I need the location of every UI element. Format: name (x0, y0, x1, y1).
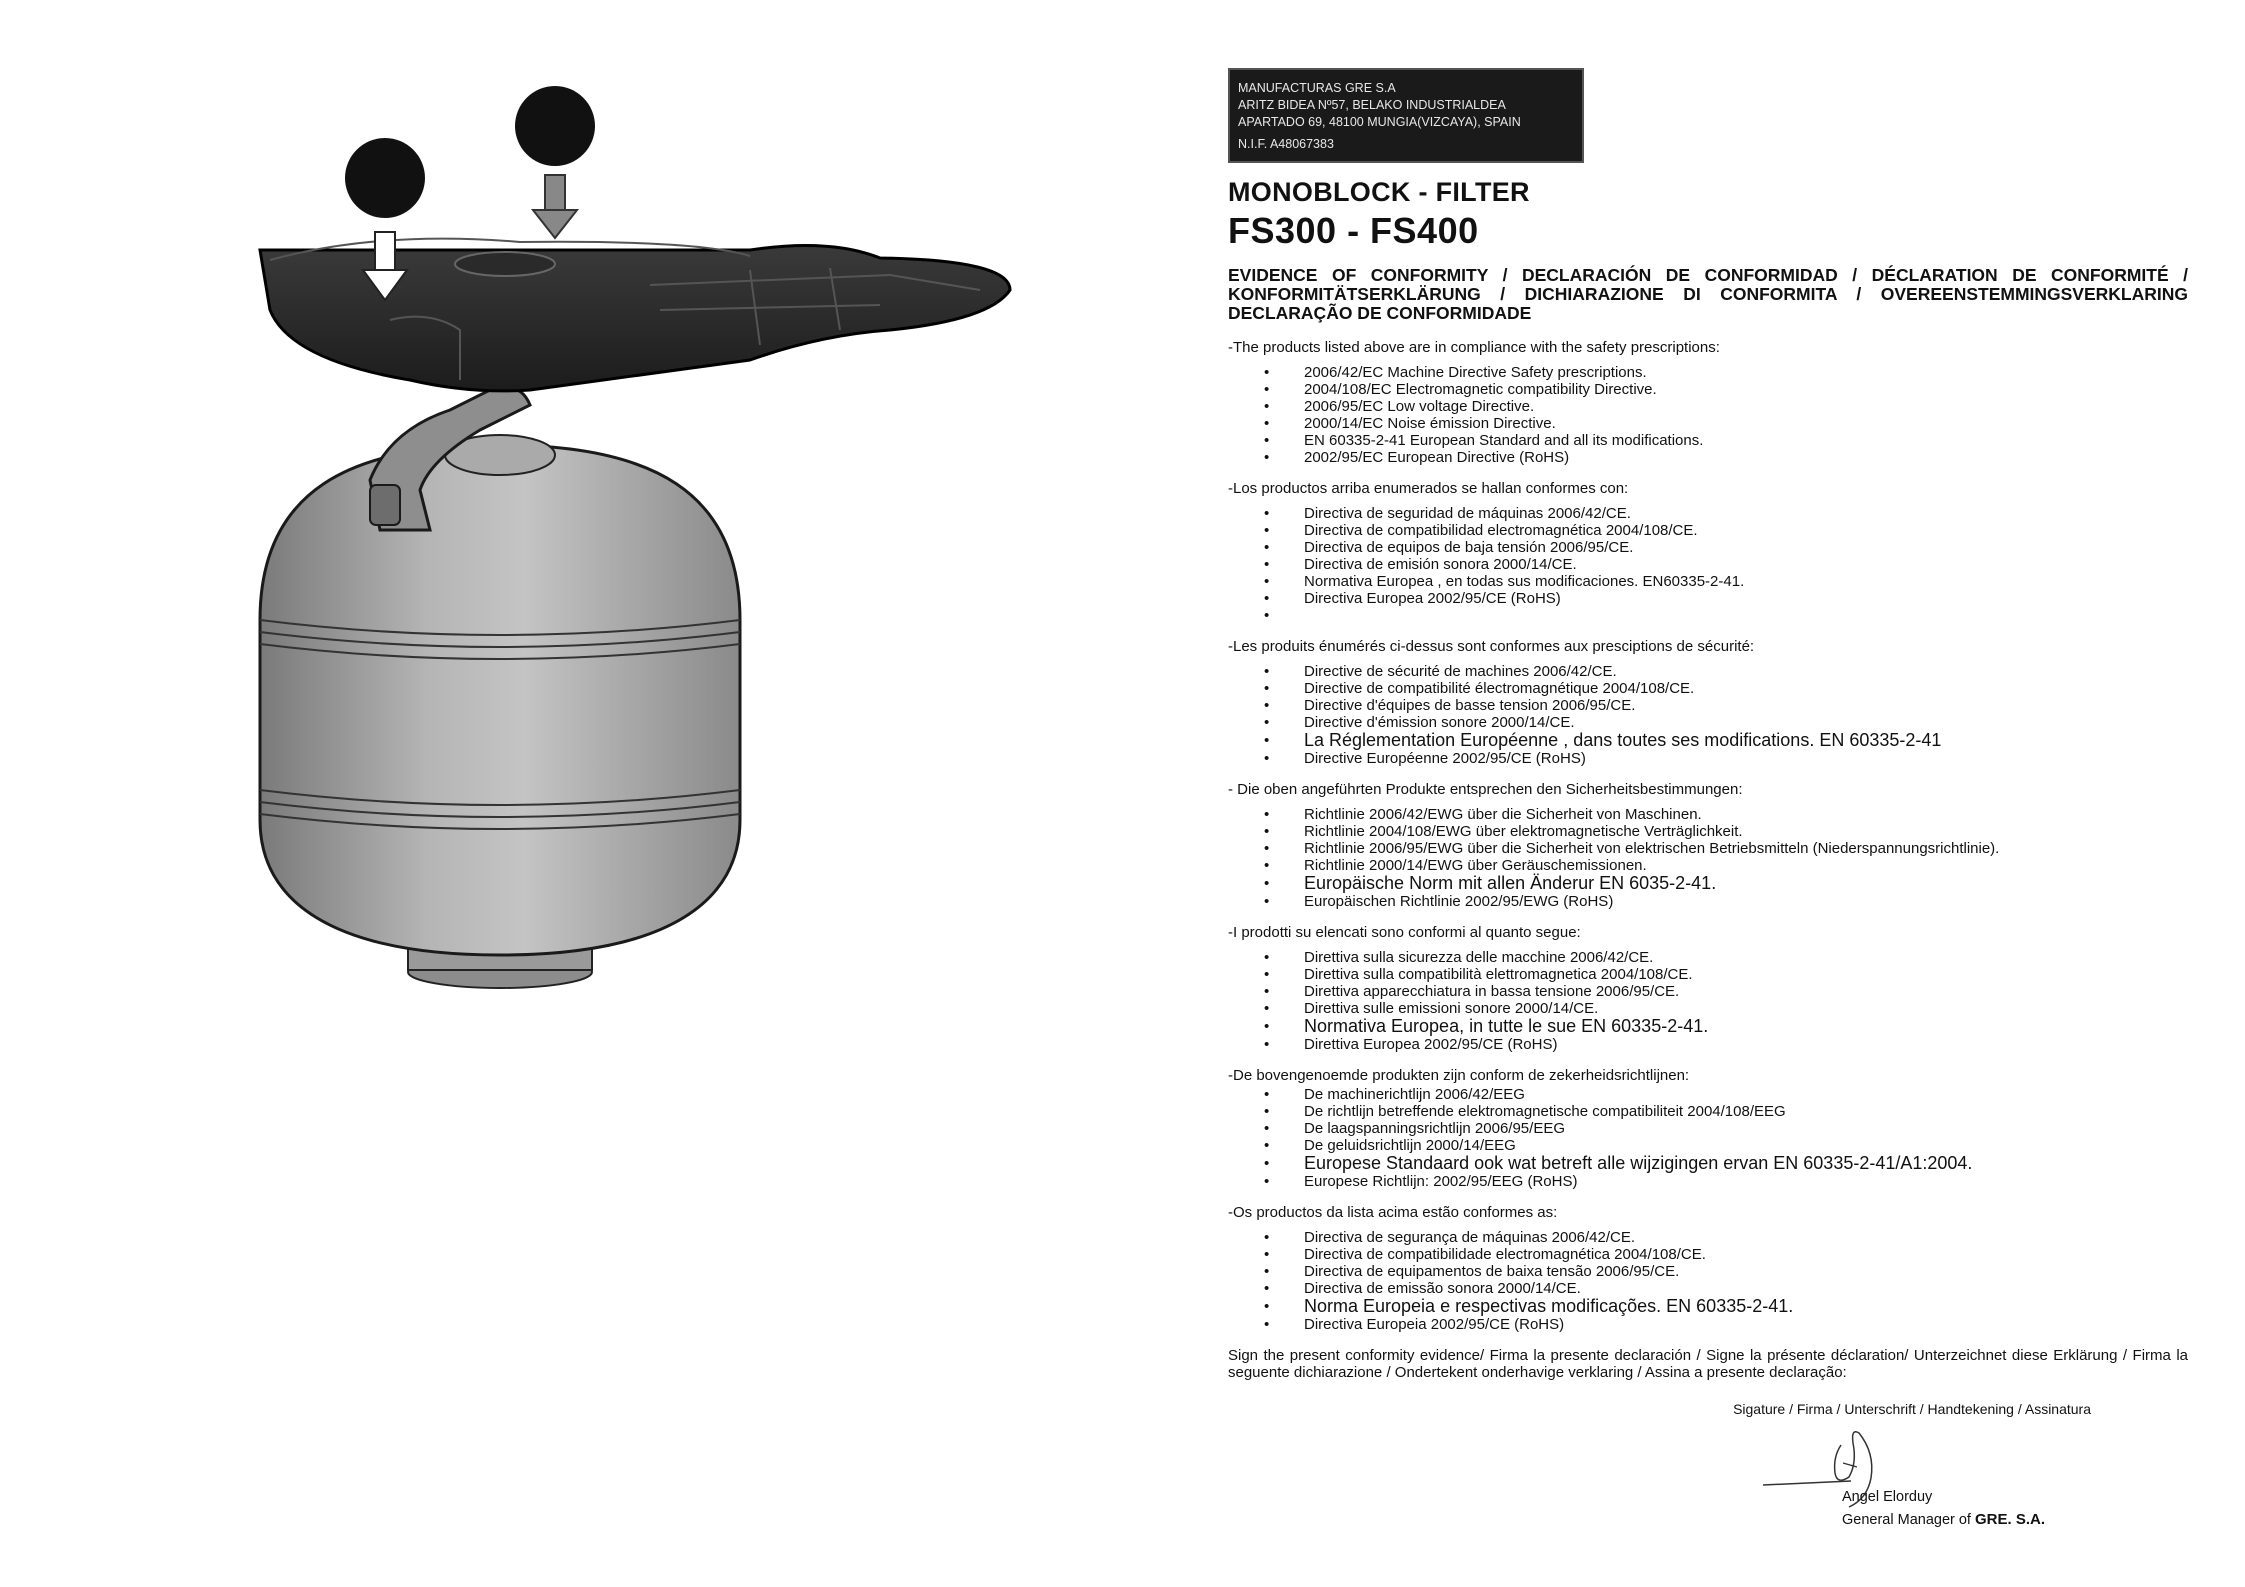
directive-item: • Direttiva apparecchiatura in bassa tensione 2006/95/CE. (1264, 983, 2188, 1000)
directive-item: • Europäischen Richtlinie 2002/95/EWG (RoHS) (1264, 893, 2188, 910)
product-subtitle: MONOBLOCK - FILTER (1228, 177, 1530, 207)
directive-list (1228, 1229, 2188, 1333)
section-intro: -Les produits énumérés ci-dessus sont conformes aux presciptions de sécurité: (1228, 638, 1755, 655)
directive-item: • Europese Richtlijn: 2002/95/EEG (RoHS) (1264, 1173, 2188, 1190)
directive-item: • De richtlijn betreffende elektromagnetische compatibiliteit 2004/108/EEG (1264, 1103, 2188, 1120)
directive-list (1228, 364, 2188, 466)
directive-list (1228, 505, 2188, 624)
section-intro: -Los productos arriba enumerados se hallan conformes con: (1228, 480, 1629, 497)
directive-item: • Norma Europeia e respectivas modificações. EN 60335-2-41. (1264, 1297, 2188, 1316)
step-marker-1 (345, 138, 425, 218)
section-intro: -I prodotti su elencati sono conformi al quanto segue: (1228, 924, 1581, 941)
directive-sections (1228, 339, 2188, 1333)
company-nif: N.I.F. A48067383 (1238, 137, 1334, 151)
directive-list (1228, 663, 2188, 767)
company-address-line-1: ARITZ BIDEA Nº57, BELAKO INDUSTRIALDEA (1238, 98, 1506, 112)
company-name: MANUFACTURAS GRE S.A (1238, 81, 1396, 95)
directive-item: • 2006/42/EC Machine Directive Safety prescriptions. (1264, 364, 2188, 381)
arrow-down-icon (533, 175, 577, 238)
directive-item: • Directive de compatibilité électromagnétique 2004/108/CE. (1264, 680, 2188, 697)
product-title: FS300 - FS400 (1228, 210, 1479, 251)
signer-role (1842, 1511, 2045, 1528)
directive-item: • Directiva Europea 2002/95/CE (RoHS) (1264, 590, 2188, 607)
directive-item: • La Réglementation Européenne , dans toutes ses modifications. EN 60335-2-41 (1264, 731, 2188, 750)
directive-item: • Directiva de emissão sonora 2000/14/CE. (1264, 1280, 2188, 1297)
directive-item: • 2000/14/EC Noise émission Directive. (1264, 415, 2188, 432)
signature-caption: Sigature / Firma / Unterschrift / Handtekening / Assinatura (1733, 1401, 2091, 1417)
directive-item: • Directiva de compatibilidad electromagnética 2004/108/CE. (1264, 522, 2188, 539)
company-address-line-2: APARTADO 69, 48100 MUNGIA(VIZCAYA), SPAIN (1238, 115, 1521, 129)
directive-item: • Direttiva Europea 2002/95/CE (RoHS) (1264, 1036, 2188, 1053)
declaration-document (1228, 68, 2188, 1557)
directive-item: • 2004/108/EC Electromagnetic compatibility Directive. (1264, 381, 2188, 398)
directive-item: • 2002/95/EC European Directive (RoHS) (1264, 449, 2188, 466)
filter-tank (260, 445, 740, 988)
section-intro: -The products listed above are in compliance with the safety prescriptions: (1228, 339, 1720, 356)
directive-item: • Direttiva sulle emissioni sonore 2000/14/CE. (1264, 1000, 2188, 1017)
directive-item: • Directiva de compatibilidade electromagnética 2004/108/CE. (1264, 1246, 2188, 1263)
sign-statement: Sign the present conformity evidence/ Firma la presente declaración / Signe la présente déclaration/ Unterzeichnet diese Erklärung / Firma la seguente dichiarazione / Ondertekent onderhavige verklaring / Assina a presente declaração: (1228, 1347, 2188, 1381)
directive-item: • Richtlinie 2000/14/EWG über Geräuschemissionen. (1264, 857, 2188, 874)
directive-item: • Direttiva sulla sicurezza delle macchine 2006/42/CE. (1264, 949, 2188, 966)
directive-item: • Directiva de emisión sonora 2000/14/CE. (1264, 556, 2188, 573)
directive-item: • Europäische Norm mit allen Änderur EN 6035-2-41. (1264, 874, 2188, 893)
directive-item: • Direttiva sulla compatibilità elettromagnetica 2004/108/CE. (1264, 966, 2188, 983)
directive-list (1228, 806, 2188, 910)
directive-item: • Directive d'émission sonore 2000/14/CE. (1264, 714, 2188, 731)
signer-name: Angel Elorduy (1842, 1489, 1933, 1505)
directive-item (1264, 607, 2188, 624)
directive-item: • Europese Standaard ook wat betreft alle wijzigingen ervan EN 60335-2-41/A1:2004. (1264, 1154, 2188, 1173)
directive-item: • EN 60335-2-41 European Standard and all its modifications. (1264, 432, 2188, 449)
conformity-heading: EVIDENCE OF CONFORMITY / DECLARACIÓN DE CONFORMIDAD / DÉCLARATION DE CONFORMITÉ / KONFORMITÄTSERKLÄRUNG / DICHIARAZIONE DI CONFORMITA / OVEREENSTEMMINGSVERKLARING DECLARAÇÃO DE CONFORMIDADE (1228, 265, 2188, 323)
directive-item: • Richtlinie 2004/108/EWG über elektromagnetische Verträglichkeit. (1264, 823, 2188, 840)
directive-item: • Directiva de equipamentos de baixa tensão 2006/95/CE. (1264, 1263, 2188, 1280)
directive-item: • Normativa Europea , en todas sus modificaciones. EN60335-2-41. (1264, 573, 2188, 590)
filter-cover-lid (260, 239, 1010, 391)
directive-item: • Directiva de equipos de baja tensión 2006/95/CE. (1264, 539, 2188, 556)
directive-item: • Directiva Europeia 2002/95/CE (RoHS) (1264, 1316, 2188, 1333)
directive-item: • Richtlinie 2006/95/EWG über die Sicherheit von elektrischen Betriebsmitteln (Niederspannungsrichtlinie). (1264, 840, 2188, 857)
filter-assembly-illustration (230, 60, 1050, 1000)
signer-role-prefix: General Manager of (1842, 1512, 1971, 1528)
directive-item: • Normativa Europea, in tutte le sue EN 60335-2-41. (1264, 1017, 2188, 1036)
directive-item: • Directiva de seguridad de máquinas 2006/42/CE. (1264, 505, 2188, 522)
directive-item: • Richtlinie 2006/42/EWG über die Sicherheit von Maschinen. (1264, 806, 2188, 823)
directive-item: • 2006/95/EC Low voltage Directive. (1264, 398, 2188, 415)
step-marker-2 (515, 86, 595, 166)
section-intro: -De bovengenoemde produkten zijn conform de zekerheidsrichtlijnen: (1228, 1067, 1690, 1084)
directive-list (1228, 949, 2188, 1053)
directive-item: • Directive Européenne 2002/95/CE (RoHS) (1264, 750, 2188, 767)
section-intro: - Die oben angeführten Produkte entsprechen den Sicherheitsbestimmungen: (1228, 781, 1743, 798)
signature-block (1228, 1417, 2188, 1557)
directive-item: • Directive de sécurité de machines 2006/42/CE. (1264, 663, 2188, 680)
directive-item: • Directiva de segurança de máquinas 2006/42/CE. (1264, 1229, 2188, 1246)
directive-item: • De laagspanningsrichtlijn 2006/95/EEG (1264, 1120, 2188, 1137)
directive-list (1228, 1086, 2188, 1190)
signer-company: GRE. S.A. (1975, 1511, 2046, 1528)
directive-item: • De machinerichtlijn 2006/42/EEG (1264, 1086, 2188, 1103)
directive-item: • Directive d'équipes de basse tension 2006/95/CE. (1264, 697, 2188, 714)
company-address-box (1228, 68, 1584, 163)
directive-item: • De geluidsrichtlijn 2000/14/EEG (1264, 1137, 2188, 1154)
section-intro: -Os productos da lista acima estão conformes as: (1228, 1204, 1558, 1221)
